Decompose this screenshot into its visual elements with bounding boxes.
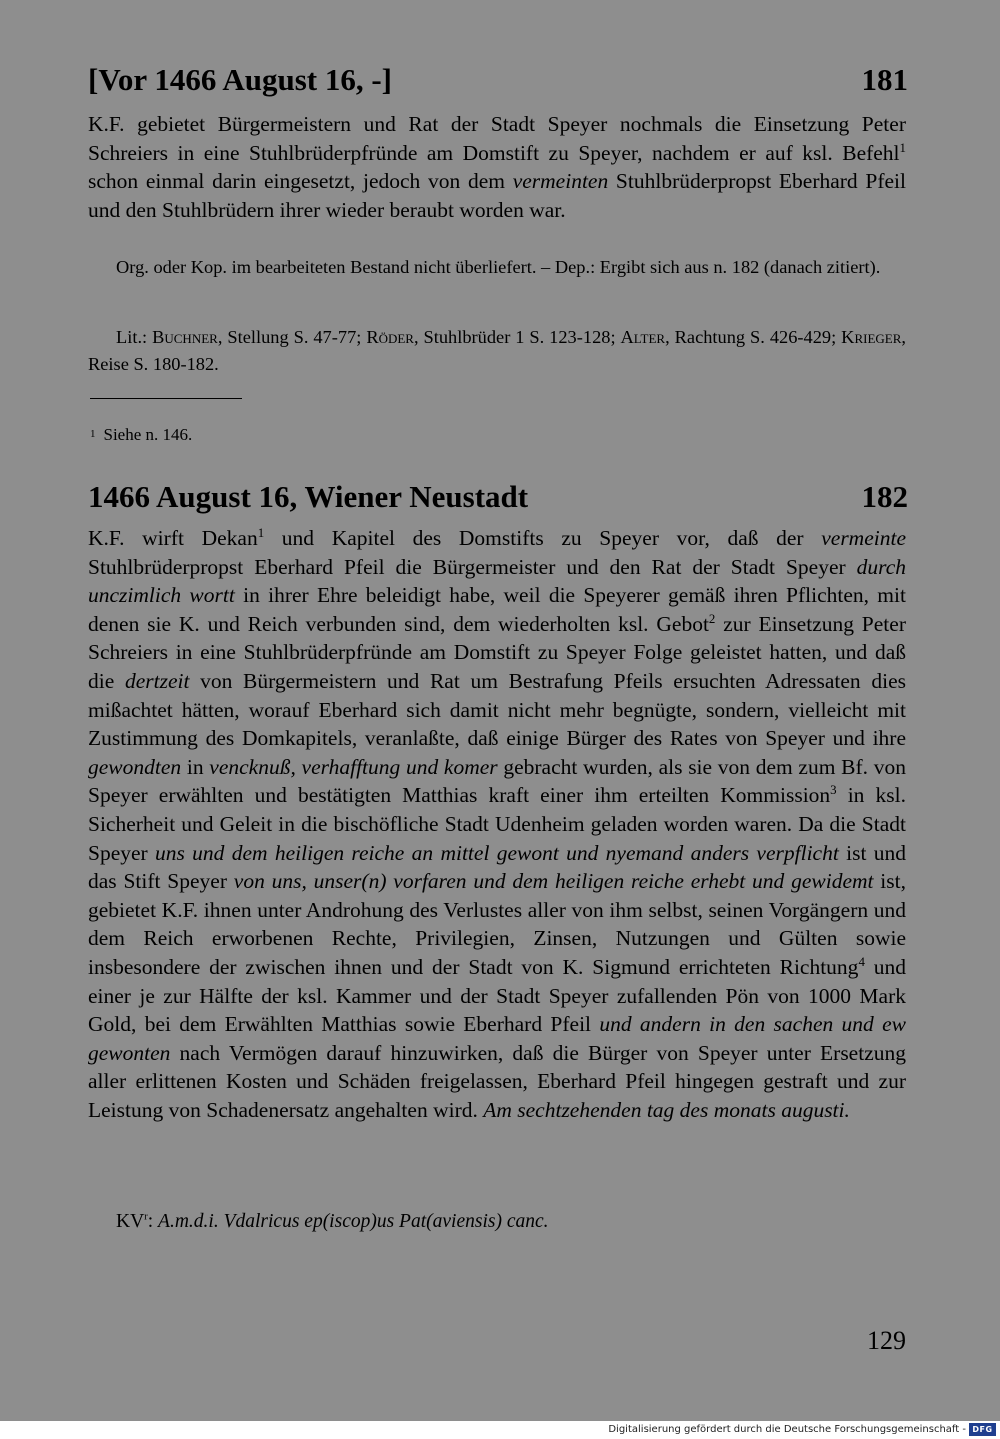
dfg-credit-text: Digitalisierung gefördert durch die Deutsche Forschungsgemeinschaft -: [608, 1424, 966, 1435]
entry-181-source-note: Org. oder Kop. im bearbeiteten Bestand nicht überliefert. – Dep.: Ergibt sich aus n. 182 (danach zitiert).: [116, 257, 881, 277]
entry-181-regest: K.F. gebietet Bürgermeistern und Rat der Stadt Speyer nochmals die Einsetzung Peter Schreiers in eine Stuhlbrüderpfründe am Domstift zu Speyer, nachdem er auf ksl. Befehl$^1$ schon einmal darin eingesetzt, jedoch von dem vermeinten Stuhlbrüderpropst Eberhard Pfeil und den Stuhlbrüdern ihrer wieder beraubt worden war.: [88, 112, 906, 222]
footnote-ref-1: 1: [899, 140, 906, 155]
entry-182-title: 1466 August 16, Wiener Neustadt: [88, 479, 529, 514]
entry-181-literature: Lit.: Buchner, Stellung S. 47-77; Röder, Stuhlbrüder 1 S. 123-128; Alter, Rachtung S. 426-429; Krieger, Reise S. 180-182.: [88, 327, 907, 374]
entry-182-number: 182: [861, 479, 908, 514]
footnote-mark: 1: [90, 428, 96, 440]
footnote-ref-4: 4: [858, 954, 865, 969]
kanzleivermerk: $KV^r$: A.m.d.i. Vdalricus ep(iscop)us Pat(aviensis) canc.: [116, 1210, 549, 1232]
digitization-footer: [0, 1421, 1000, 1439]
page-number: 129: [867, 1326, 906, 1355]
footnote-ref-1: 1: [257, 525, 265, 540]
footnote-ref-2: 2: [708, 611, 716, 626]
footnote-text: Siehe n. 146.: [103, 425, 193, 444]
footnote-ref-3: 3: [830, 783, 837, 798]
entry-181-title: [Vor 1466 August 16, -]: [88, 62, 393, 97]
footnote-divider: [90, 398, 242, 399]
entry-182-regest: K.F. wirft Dekan$^1$ und Kapitel des Domstifts zu Speyer vor, daß der vermeinte Stuhlbrüderpropst Eberhard Pfeil die Bürgermeister und den Rat der Stadt Speyer durch unczimlich wortt in ihrer Ehre beleidigt habe, weil die Speyerer gemäß ihren Pflichten, mit denen sie K. und Reich verbunden sind, dem wiederholten ksl. Gebot$^2$ zur Einsetzung Peter Schreiers in eine Stuhlbrüderpfründe am Domstift zu Speyer Folge geleistet hatten, und daß die dertzeit von Bürgermeistern und Rat um Bestrafung Pfeils ersuchten Adressaten dies mißachtet hätten, worauf Eberhard sich damit nicht mehr begnügte, sondern, vielleicht mit Zustimmung des Domkapitels, veranlaßte, daß einige Bürger des Rates von Speyer und ihre gewondten in vencknuß, verhafftung und komer gebracht wurden, als sie von dem zum Bf. von Speyer erwählten und bestätigten Matthias kraft einer ihm erteilten Kommission$^3$ in ksl. Sicherheit und Geleit in die bischöfliche Stadt Udenheim geladen worden waren. Da die Stadt Speyer uns und dem heiligen reiche an mittel gewont und nyemand anders verpflicht ist und das Stift Speyer von uns, unser(n) vorfaren und dem heiligen reiche erhebt und gewidemt ist, gebietet K.F. ihnen unter Androhung des Verlustes aller von ihm selbst, seinen Vorgängern und dem Reich erworbenen Rechte, Privilegien, Zinsen, Nutzungen und Gülten sowie insbesondere der zwischen ihnen und der Stadt von K. Sigmund errichteten Richtung$^4$ und einer je zur Hälfte der ksl. Kammer und der Stadt Speyer zufallenden Pön von 1000 Mark Gold, bei dem Erwählten Matthias sowie Eberhard Pfeil und andern in den sachen und ew gewonten nach Vermögen darauf hinzuwirken, daß die Bürger von Speyer unter Ersetzung aller erlittenen Kosten und Schäden freigelassen, Eberhard Pfeil hingegen gestraft und zur Leistung von Schadenersatz angehalten wird. Am sechtzehenden tag des monats augusti.: [88, 525, 907, 1122]
footnote-1: [90, 424, 192, 446]
dfg-logo-icon: DFG: [969, 1423, 996, 1436]
entry-181-number: 181: [861, 62, 908, 97]
